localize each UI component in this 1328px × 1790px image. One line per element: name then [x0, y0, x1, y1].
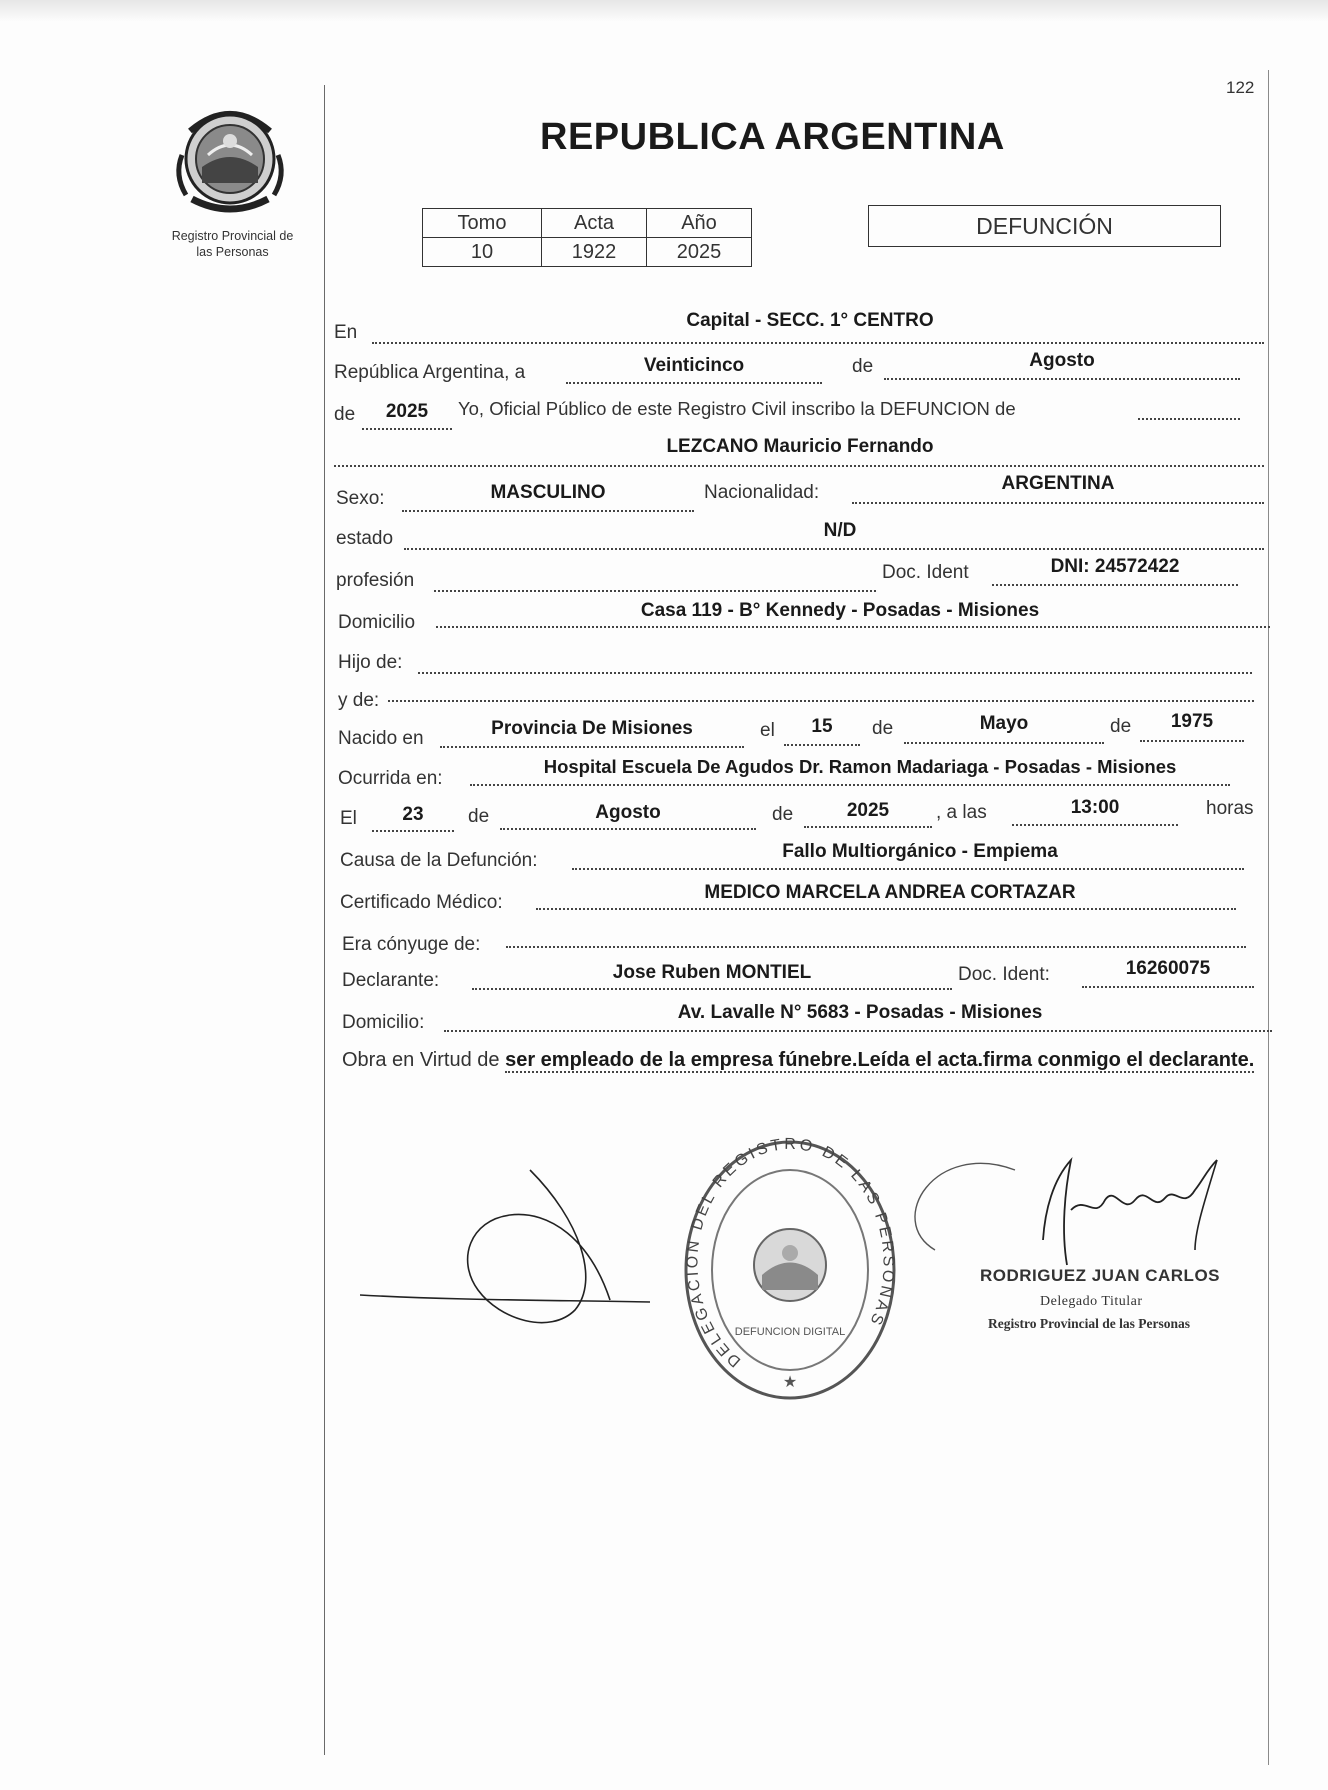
- obra-value: ser empleado de la empresa fúnebre.Leída el acta.firma conmigo el declarante.: [505, 1049, 1255, 1071]
- profesion-label: profesión: [336, 570, 415, 591]
- en-value: Capital - SECC. 1° CENTRO: [686, 310, 934, 331]
- domicilio-value: Casa 119 - B° Kennedy - Posadas - Misiones: [640, 600, 1040, 621]
- sexo-line: [402, 510, 694, 512]
- officer-name: RODRIGUEZ JUAN CARLOS: [980, 1266, 1221, 1285]
- officer-org: Registro Provincial de las Personas: [988, 1316, 1190, 1331]
- decl-doc-line: [1082, 986, 1254, 988]
- nac-de2-label: de: [1110, 716, 1132, 737]
- nombre-value: LEZCANO Mauricio Fernando: [666, 436, 934, 457]
- official-stamp: [680, 1135, 900, 1405]
- star-icon: ★: [782, 1374, 798, 1391]
- doc-ident-label: Doc. Ident: [882, 562, 969, 583]
- hora-line: [1012, 824, 1178, 826]
- value-acta: 1922: [542, 238, 647, 267]
- provincial-seal-logo: [168, 95, 292, 219]
- decl-doc-label: Doc. Ident:: [958, 964, 1050, 985]
- el-label: el: [760, 720, 775, 741]
- anio-value: 2025: [385, 401, 429, 422]
- horas-label: horas: [1206, 798, 1254, 819]
- def-dia-value: 23: [402, 804, 424, 825]
- left-margin-line: [324, 85, 325, 1755]
- ocurrida-line: [470, 784, 1230, 786]
- doc-ident-value: DNI: 24572422: [1050, 556, 1180, 577]
- registro-caption-line1: Registro Provincial de: [171, 229, 294, 243]
- header-acta: Acta: [542, 209, 647, 238]
- hijo-line: [418, 672, 1252, 674]
- nacido-line: [440, 746, 744, 748]
- def-de-label: de: [468, 806, 490, 827]
- value-anio: 2025: [647, 238, 752, 267]
- mes-value: Agosto: [1029, 350, 1095, 371]
- stamp-ring-text: DELEGACION DEL REGISTRO DE LAS PERSONAS: [684, 1135, 897, 1370]
- ocurrida-label: Ocurrida en:: [338, 768, 443, 789]
- doc-ident-line: [992, 584, 1238, 586]
- nacido-value: Provincia De Misiones: [491, 718, 693, 739]
- nacionalidad-label: Nacionalidad:: [704, 482, 820, 503]
- nac-de-label: de: [872, 718, 894, 739]
- a-las-label: , a las: [936, 802, 987, 823]
- hijo-label: Hijo de:: [338, 652, 403, 673]
- record-table-header-row: [423, 209, 752, 238]
- conyuge-line: [506, 946, 1246, 948]
- nacionalidad-line: [852, 502, 1264, 504]
- declarante-line: [472, 988, 952, 990]
- stamp-inner-text: DEFUNCION DIGITAL: [734, 1326, 846, 1338]
- estado-value: N/D: [823, 520, 857, 541]
- decl-domicilio-line: [444, 1030, 1272, 1032]
- sexo-label: Sexo:: [336, 488, 385, 509]
- conyuge-label: Era cónyuge de:: [342, 934, 481, 955]
- inscribe-text: Yo, Oficial Público de este Registro Civil inscribo la DEFUNCION de: [458, 398, 1016, 419]
- mes-line: [884, 378, 1240, 380]
- def-de2-label: de: [772, 804, 794, 825]
- certificado-value: MEDICO MARCELA ANDREA CORTAZAR: [704, 882, 1076, 903]
- en-line: [372, 342, 1264, 344]
- record-table-value-row: [423, 238, 752, 267]
- el2-label: El: [340, 808, 357, 829]
- causa-label: Causa de la Defunción:: [340, 850, 538, 871]
- domicilio-line: [436, 626, 1270, 628]
- officer-title: Delegado Titular: [1040, 1294, 1143, 1309]
- def-mes-value: Agosto: [595, 802, 661, 823]
- obra-paragraph: [342, 1045, 1277, 1075]
- header-tomo: Tomo: [423, 209, 542, 238]
- officer-signature: [895, 1140, 1255, 1280]
- declarante-signature: [360, 1160, 680, 1330]
- nombre-line: [334, 465, 1264, 467]
- nac-anio-value: 1975: [1170, 711, 1214, 732]
- dia-value: Veinticinco: [643, 355, 745, 376]
- causa-value: Fallo Multiorgánico - Empiema: [782, 841, 1058, 862]
- de2-label: de: [334, 404, 356, 425]
- certificado-line: [536, 908, 1236, 910]
- estado-line: [404, 548, 1264, 550]
- page-number: 122: [1226, 78, 1255, 97]
- registro-caption-line2: las Personas: [196, 245, 269, 259]
- inscribe-line: [1138, 418, 1240, 420]
- def-anio-value: 2025: [846, 800, 890, 821]
- y-de-label: y de:: [338, 690, 380, 711]
- header-anio: Año: [647, 209, 752, 238]
- nacido-label: Nacido en: [338, 728, 424, 749]
- decl-domicilio-value: Av. Lavalle N° 5683 - Posadas - Misiones: [677, 1002, 1043, 1023]
- dia-line: [566, 382, 822, 384]
- republica-label: República Argentina, a: [334, 362, 526, 383]
- registro-caption: [150, 228, 315, 260]
- document-title: REPUBLICA ARGENTINA: [540, 116, 1005, 158]
- causa-line: [572, 868, 1244, 870]
- nac-mes-value: Mayo: [979, 713, 1029, 734]
- declarante-label: Declarante:: [342, 970, 440, 991]
- nac-dia-value: 15: [811, 716, 833, 737]
- ocurrida-value: Hospital Escuela De Agudos Dr. Ramon Madariaga - Posadas - Misiones: [543, 756, 1177, 777]
- record-type-box: DEFUNCIÓN: [868, 205, 1221, 247]
- de-label: de: [852, 356, 874, 377]
- estado-label: estado: [336, 528, 394, 549]
- def-anio-line: [804, 826, 932, 828]
- hora-value: 13:00: [1070, 797, 1120, 818]
- nac-dia-line: [784, 744, 860, 746]
- certificado-label: Certificado Médico:: [340, 892, 503, 913]
- obra-label: Obra en Virtud de: [342, 1049, 500, 1071]
- y-de-line: [388, 700, 1254, 702]
- right-margin-line: [1268, 70, 1269, 1765]
- sexo-value: MASCULINO: [490, 482, 606, 503]
- record-table: [422, 208, 752, 267]
- nac-mes-line: [904, 742, 1104, 744]
- nac-anio-line: [1140, 740, 1244, 742]
- domicilio-label: Domicilio: [338, 612, 416, 633]
- profesion-line: [434, 590, 876, 592]
- scan-shadow: [0, 0, 1328, 22]
- def-dia-line: [372, 830, 454, 832]
- anio-line: [362, 428, 452, 430]
- decl-doc-value: 16260075: [1125, 958, 1211, 979]
- def-mes-line: [500, 828, 756, 830]
- value-tomo: 10: [423, 238, 542, 267]
- declarante-value: Jose Ruben MONTIEL: [612, 962, 812, 983]
- nacionalidad-value: ARGENTINA: [1001, 473, 1115, 494]
- decl-domicilio-label: Domicilio:: [342, 1012, 425, 1033]
- en-label: En: [334, 322, 358, 343]
